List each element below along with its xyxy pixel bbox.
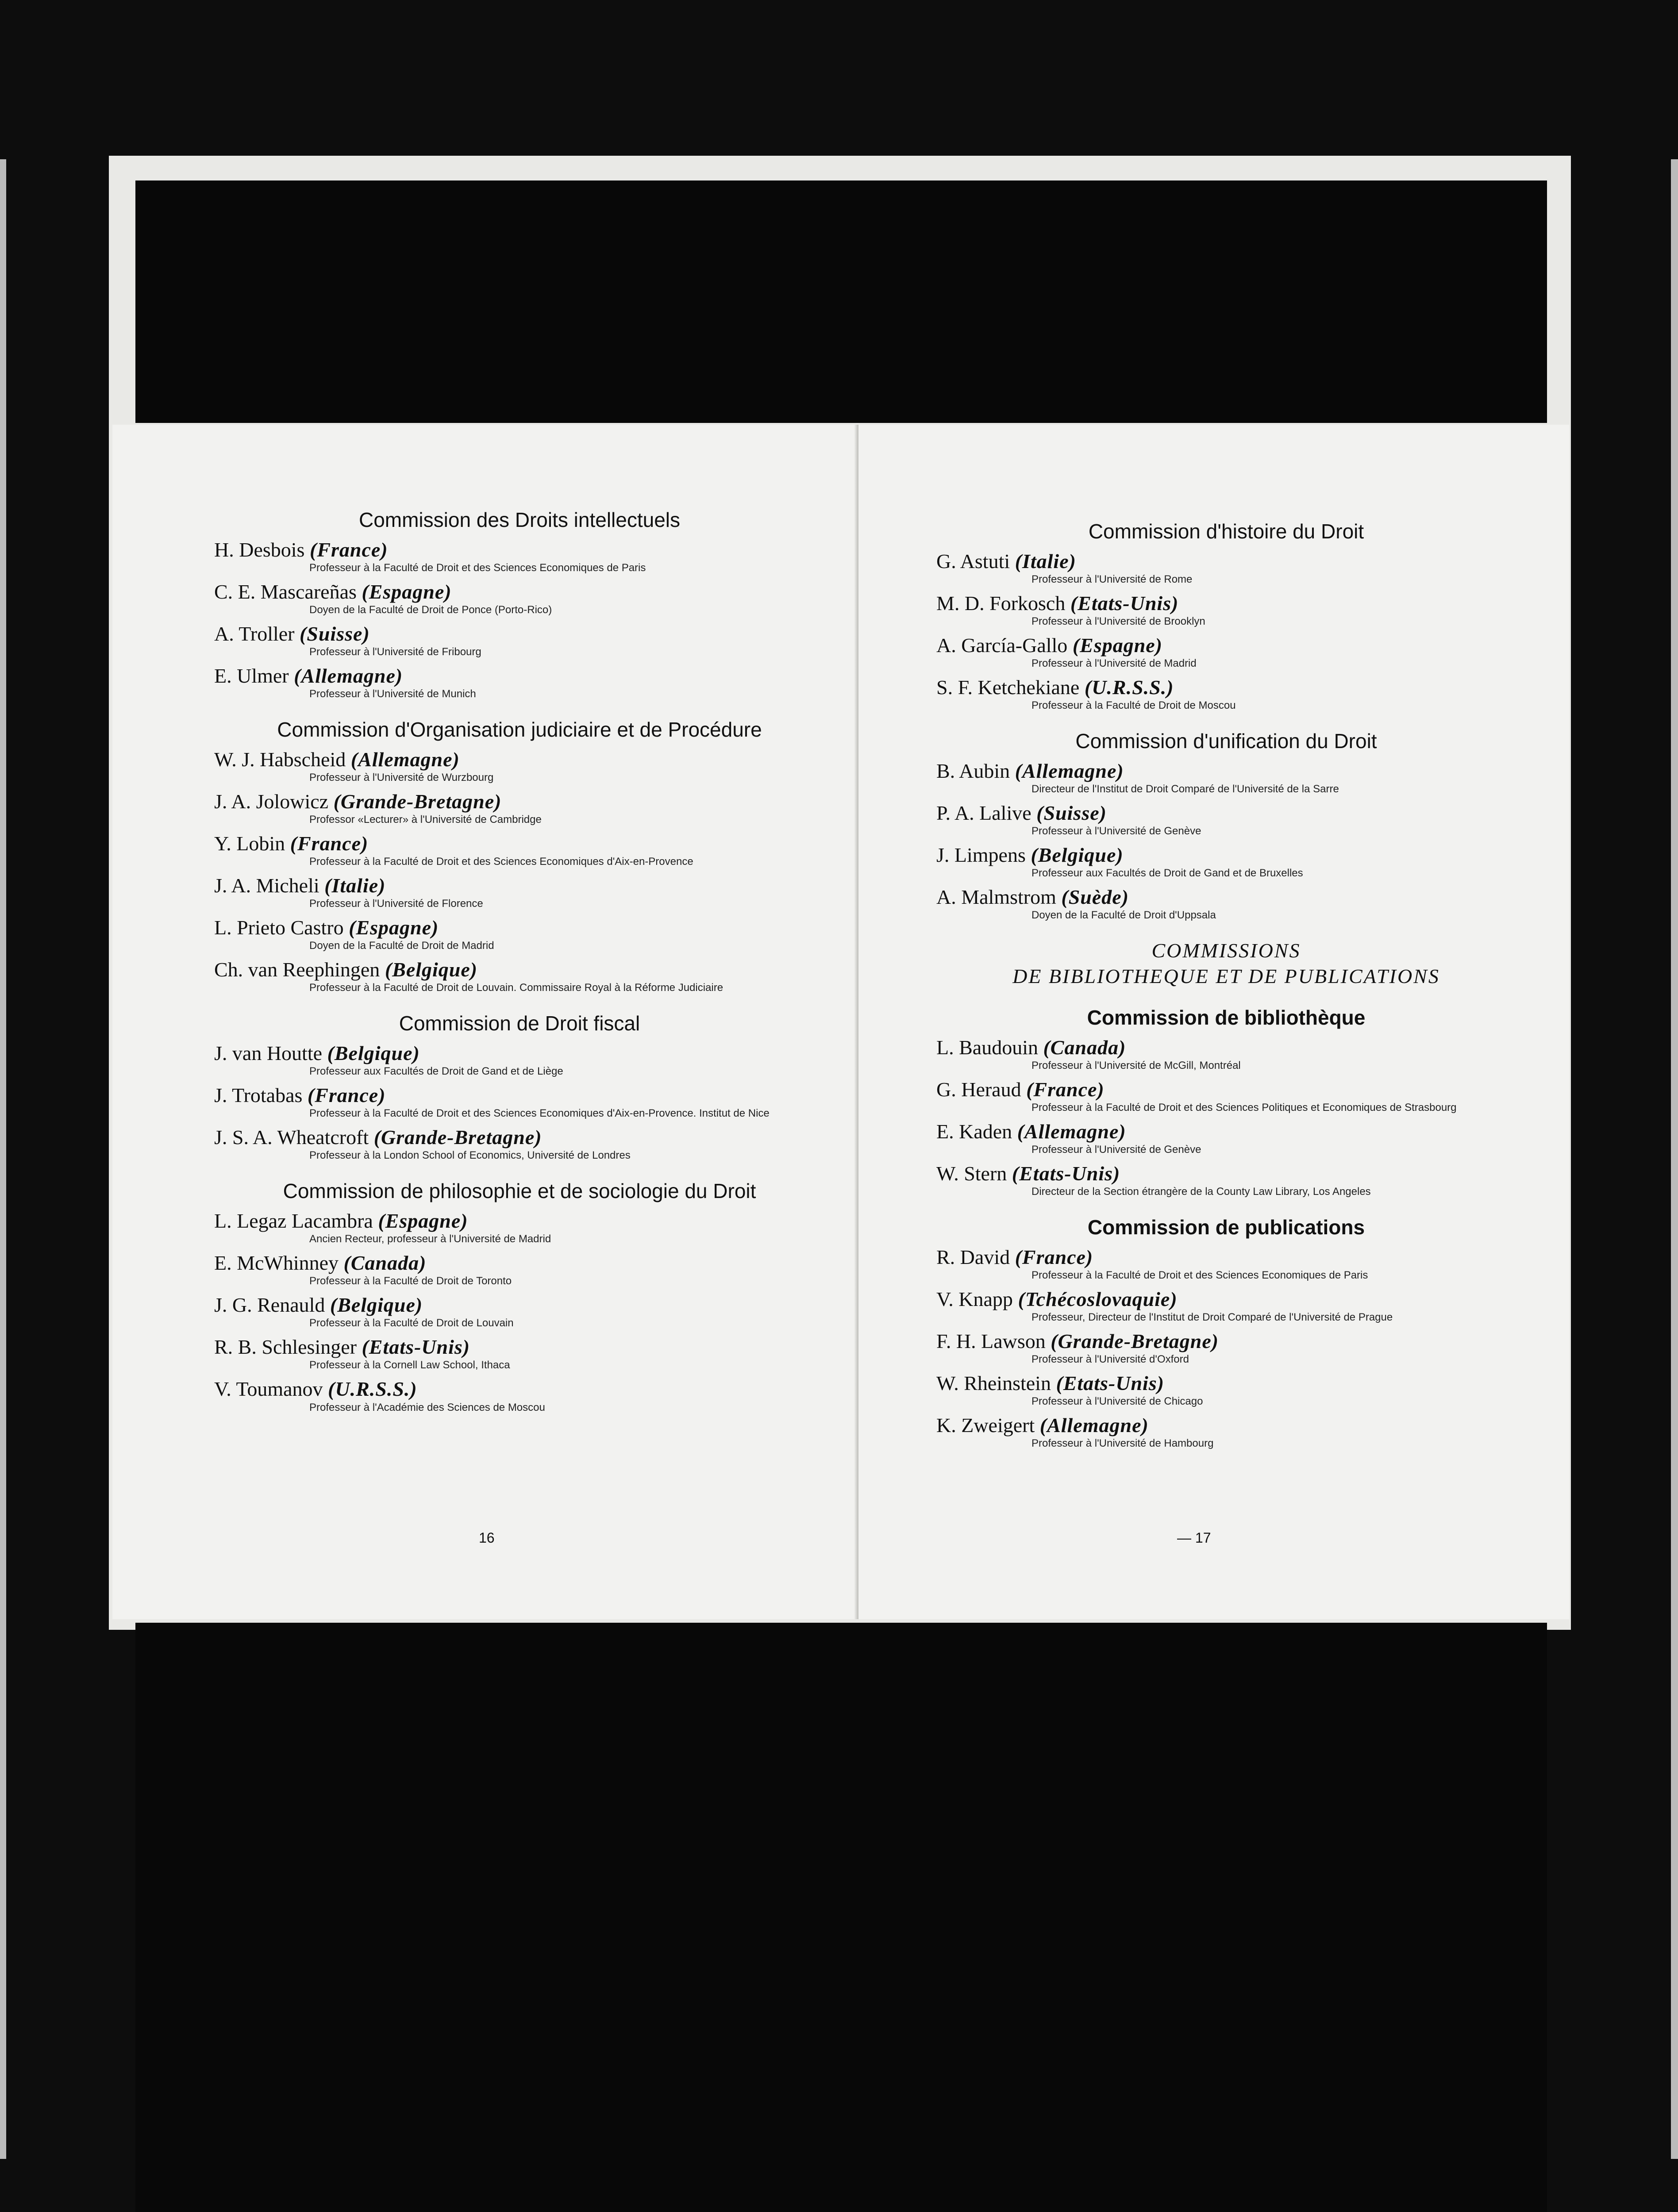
member-country: (Belgique) [385, 958, 478, 981]
member-name: J. Trotabas [214, 1084, 303, 1107]
member-name: J. van Houtte [214, 1042, 323, 1065]
member-country: (Grande-Bretagne) [373, 1126, 542, 1149]
member-title: Directeur de la Section étrangère de la County Law Library, Los Angeles [1031, 1186, 1371, 1198]
member-country: (Allemagne) [1015, 759, 1124, 782]
member-title: Professeur à la Faculté de Droit et des Sciences Economiques d'Aix-en-Provence. Institut de Nice [309, 1107, 770, 1120]
member-entry [214, 1209, 825, 1246]
member-name: L. Legaz Lacambra [214, 1210, 373, 1232]
member-title: Professeur à la Faculté de Droit et des Sciences Economiques de Paris [1031, 1269, 1368, 1282]
member-line [214, 874, 825, 898]
member-country: (Espagne) [349, 916, 439, 939]
member-title: Doyen de la Faculté de Droit d'Uppsala [1031, 909, 1216, 922]
member-entry [936, 676, 1516, 712]
member-line [214, 790, 825, 814]
member-country: (U.R.S.S.) [1084, 676, 1174, 699]
member-line [214, 622, 825, 646]
group-heading-line1: COMMISSIONS [1151, 939, 1301, 962]
member-line [214, 748, 825, 772]
member-name: K. Zweigert [936, 1414, 1035, 1437]
member-name: F. H. Lawson [936, 1330, 1046, 1353]
member-name: V. Toumanov [214, 1378, 323, 1401]
member-entry [214, 1251, 825, 1288]
member-country: (Suisse) [1036, 801, 1107, 824]
member-line [214, 1251, 825, 1275]
member-name: M. D. Forkosch [936, 591, 1066, 614]
film-strip-right [1671, 159, 1678, 2159]
member-entry [214, 1041, 825, 1078]
member-title: Professeur à la Faculté de Droit de Moscou [1031, 699, 1236, 712]
member-country: (Suisse) [299, 622, 370, 645]
member-line [214, 958, 825, 982]
member-line [936, 843, 1516, 867]
member-line [214, 1209, 825, 1233]
member-title: Professeur à l'Université de McGill, Montréal [1031, 1060, 1241, 1072]
member-line [214, 1083, 825, 1107]
member-title: Professeur à la Faculté de Droit et des Sciences Politiques et Economiques de Strasbourg [1031, 1102, 1457, 1114]
member-entry [214, 1335, 825, 1372]
member-country: (Grande-Bretagne) [1051, 1330, 1219, 1353]
member-entry [936, 1245, 1516, 1282]
member-line [936, 1245, 1516, 1269]
member-name: J. S. A. Wheatcroft [214, 1126, 369, 1149]
film-strip-left [0, 159, 6, 2159]
member-entry [936, 1287, 1516, 1324]
member-line [936, 1329, 1516, 1353]
member-title: Professeur à la Cornell Law School, Ithaca [309, 1359, 510, 1371]
member-entry [214, 1125, 825, 1162]
member-line [936, 591, 1516, 615]
member-entry [214, 538, 825, 575]
member-entry [936, 1078, 1516, 1114]
member-line [936, 759, 1516, 783]
commission-section [214, 717, 825, 995]
member-title: Professeur à la Faculté de Droit de Toronto [309, 1275, 512, 1287]
member-entry [936, 1120, 1516, 1156]
right-column [936, 518, 1516, 1466]
member-name: W. Rheinstein [936, 1372, 1051, 1395]
member-country: (France) [290, 832, 369, 855]
member-line [936, 801, 1516, 825]
member-country: (Grande-Bretagne) [333, 790, 502, 813]
section-title: Commission d'Organisation judiciaire et de Procédure [277, 718, 762, 741]
member-title: Professeur aux Facultés de Droit de Gand et de Liège [309, 1065, 563, 1078]
member-entry [936, 1162, 1516, 1198]
member-title: Ancien Recteur, professeur à l'Université de Madrid [309, 1233, 551, 1245]
member-title: Directeur de l'Institut de Droit Comparé de l'Université de la Sarre [1031, 783, 1339, 795]
member-country: (France) [309, 538, 388, 561]
member-name: P. A. Lalive [936, 801, 1031, 824]
member-entry [936, 634, 1516, 670]
member-line [936, 1162, 1516, 1186]
member-name: Ch. van Reephingen [214, 958, 380, 981]
member-line [936, 676, 1516, 699]
member-name: R. B. Schlesinger [214, 1336, 357, 1359]
commission-section [214, 1010, 825, 1162]
member-entry [214, 916, 825, 952]
member-country: (Tchécoslovaquie) [1018, 1288, 1178, 1310]
member-entry [214, 832, 825, 868]
member-title: Professeur à l'Université de Hambourg [1031, 1437, 1214, 1450]
section-title: Commission de bibliothèque [1087, 1006, 1366, 1029]
member-entry [214, 1293, 825, 1330]
member-country: (Espagne) [362, 580, 452, 603]
member-country: (Canada) [1043, 1036, 1126, 1059]
member-name: H. Desbois [214, 538, 305, 561]
member-entry [936, 549, 1516, 586]
member-line [214, 1293, 825, 1317]
member-country: (Espagne) [1072, 634, 1163, 657]
group-heading-line2: DE BIBLIOTHEQUE ET DE PUBLICATIONS [1012, 964, 1440, 987]
section-title: Commission de publications [1087, 1216, 1365, 1239]
member-line [936, 1287, 1516, 1311]
member-line [214, 1125, 825, 1149]
member-name: L. Baudouin [936, 1036, 1038, 1059]
member-name: B. Aubin [936, 759, 1010, 782]
member-name: A. García-Gallo [936, 634, 1068, 657]
member-country: (U.R.S.S.) [328, 1378, 417, 1401]
member-country: (Etats-Unis) [1056, 1372, 1165, 1395]
member-title: Professeur à l'Université de Fribourg [309, 646, 481, 658]
member-name: V. Knapp [936, 1288, 1013, 1310]
member-entry [936, 1329, 1516, 1366]
member-line [214, 916, 825, 940]
member-country: (Etats-Unis) [1070, 591, 1179, 614]
member-line [214, 1041, 825, 1065]
member-name: L. Prieto Castro [214, 916, 344, 939]
member-entry [214, 1377, 825, 1414]
member-entry [936, 591, 1516, 628]
member-entry [936, 843, 1516, 880]
member-line [936, 1036, 1516, 1060]
member-country: (Allemagne) [1017, 1120, 1126, 1143]
member-title: Professeur à l'Université de Rome [1031, 573, 1193, 586]
member-title: Professeur à la Faculté de Droit et des Sciences Economiques d'Aix-en-Provence [309, 856, 693, 868]
page-number-right: — 17 [1177, 1530, 1211, 1546]
member-name: A. Troller [214, 622, 295, 645]
section-title: Commission des Droits intellectuels [358, 508, 681, 531]
member-line [214, 1335, 825, 1359]
member-title: Professeur à l'Université de Florence [309, 898, 483, 910]
member-country: (Etats-Unis) [1012, 1162, 1120, 1185]
member-country: (Belgique) [330, 1294, 423, 1317]
left-column [214, 507, 825, 1430]
member-name: S. F. Ketchekiane [936, 676, 1080, 699]
member-line [936, 1078, 1516, 1102]
page-number-left: 16 [479, 1530, 495, 1546]
member-line [214, 538, 825, 562]
member-title: Professeur à la London School of Economics, Université de Londres [309, 1149, 631, 1162]
group-heading [936, 938, 1516, 989]
member-line [214, 1377, 825, 1401]
member-entry [214, 790, 825, 826]
member-entry [936, 1036, 1516, 1072]
section-title: Commission de philosophie et de sociologie du Droit [283, 1179, 756, 1203]
member-line [214, 664, 825, 688]
member-title: Professeur à l'Université de Munich [309, 688, 476, 700]
member-name: J. G. Renauld [214, 1294, 325, 1317]
member-title: Doyen de la Faculté de Droit de Madrid [309, 940, 494, 952]
member-country: (Espagne) [378, 1210, 468, 1232]
section-title: Commission de Droit fiscal [399, 1012, 640, 1035]
commission-section [214, 507, 825, 701]
member-country: (Allemagne) [1039, 1414, 1149, 1437]
member-entry [936, 801, 1516, 838]
member-name: W. J. Habscheid [214, 748, 346, 771]
member-country: (Italie) [324, 874, 386, 897]
member-country: (France) [1026, 1078, 1105, 1101]
member-country: (Suède) [1061, 886, 1129, 909]
member-entry [936, 759, 1516, 796]
member-name: J. A. Jolowicz [214, 790, 329, 813]
member-line [936, 885, 1516, 909]
member-name: E. McWhinney [214, 1252, 339, 1275]
member-entry [214, 748, 825, 784]
member-line [936, 634, 1516, 657]
member-line [936, 549, 1516, 573]
member-country: (Belgique) [327, 1042, 420, 1065]
member-entry [936, 1413, 1516, 1450]
member-country: (Allemagne) [350, 748, 460, 771]
member-country: (Etats-Unis) [362, 1336, 470, 1359]
member-name: E. Ulmer [214, 664, 289, 687]
member-line [936, 1120, 1516, 1144]
member-name: E. Kaden [936, 1120, 1012, 1143]
member-country: (Belgique) [1031, 843, 1124, 866]
member-entry [936, 885, 1516, 922]
member-title: Professeur aux Facultés de Droit de Gand et de Bruxelles [1031, 867, 1303, 879]
member-line [214, 832, 825, 856]
member-name: J. A. Micheli [214, 874, 319, 897]
member-title: Professeur à l'Université de Madrid [1031, 657, 1197, 670]
member-country: (France) [307, 1084, 386, 1107]
member-country: (Canada) [343, 1252, 427, 1275]
member-country: (Italie) [1015, 549, 1076, 572]
member-line [214, 580, 825, 604]
member-entry [214, 622, 825, 659]
member-title: Professeur à la Faculté de Droit de Louvain [309, 1317, 514, 1329]
member-title: Professeur à la Faculté de Droit et des Sciences Economiques de Paris [309, 562, 646, 574]
section-title: Commission d'unification du Droit [1075, 730, 1377, 753]
page-17 [858, 425, 1569, 1619]
frame-top-dark [135, 180, 1547, 423]
commission-section [214, 1178, 825, 1414]
member-entry [214, 874, 825, 910]
member-name: Y. Lobin [214, 832, 285, 855]
member-title: Professeur, Directeur de l'Institut de Droit Comparé de l'Université de Prague [1031, 1311, 1393, 1324]
commission-section [936, 518, 1516, 712]
member-name: A. Malmstrom [936, 886, 1056, 909]
member-entry [214, 1083, 825, 1120]
commission-section [936, 1005, 1516, 1198]
member-country: (France) [1015, 1245, 1093, 1268]
commission-section [936, 728, 1516, 922]
section-title: Commission d'histoire du Droit [1088, 520, 1364, 543]
member-country: (Allemagne) [294, 664, 403, 687]
page-16 [112, 425, 858, 1619]
member-title: Professor «Lecturer» à l'Université de Cambridge [309, 814, 542, 826]
member-name: J. Limpens [936, 843, 1026, 866]
member-title: Professeur à l'Université de Brooklyn [1031, 615, 1205, 628]
member-name: G. Astuti [936, 549, 1010, 572]
member-entry [214, 580, 825, 617]
commission-section [936, 1214, 1516, 1450]
member-title: Doyen de la Faculté de Droit de Ponce (Porto-Rico) [309, 604, 552, 616]
member-title: Professeur à la Faculté de Droit de Louvain. Commissaire Royal à la Réforme Judiciaire [309, 982, 724, 994]
member-title: Professeur à l'Université d'Oxford [1031, 1353, 1189, 1366]
member-entry [214, 958, 825, 995]
member-title: Professeur à l'Université de Genève [1031, 1144, 1201, 1156]
member-name: W. Stern [936, 1162, 1007, 1185]
member-name: R. David [936, 1245, 1010, 1268]
member-name: G. Heraud [936, 1078, 1021, 1101]
frame-bottom-dark [135, 1623, 1547, 2212]
member-line [936, 1371, 1516, 1395]
member-name: C. E. Mascareñas [214, 580, 357, 603]
member-line [936, 1413, 1516, 1437]
member-title: Professeur à l'Université de Genève [1031, 825, 1201, 837]
member-title: Professeur à l'Université de Chicago [1031, 1395, 1203, 1408]
member-title: Professeur à l'Université de Wurzbourg [309, 772, 494, 784]
member-entry [936, 1371, 1516, 1408]
member-title: Professeur à l'Académie des Sciences de Moscou [309, 1401, 545, 1413]
member-entry [214, 664, 825, 701]
